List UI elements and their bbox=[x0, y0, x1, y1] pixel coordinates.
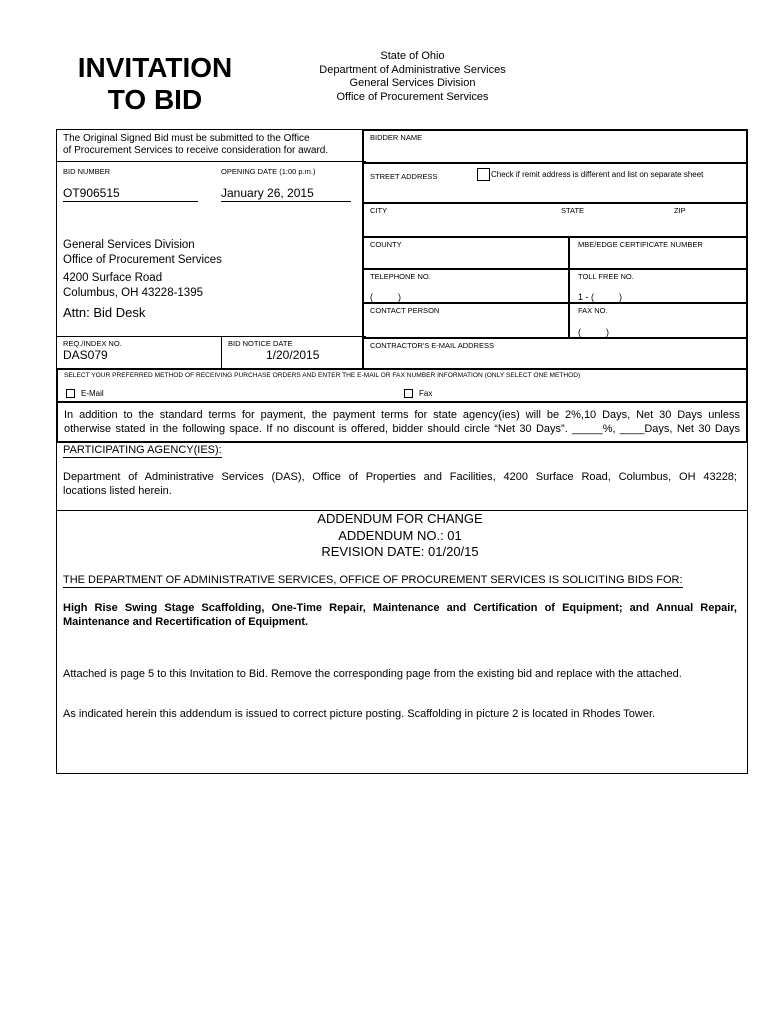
po-method-instruction: SELECT YOUR PREFERRED METHOD OF RECEIVING PURCHASE ORDERS AND ENTER THE E-MAIL OR FAX NUMBER INFORMATION (ONLY SELECT ONE METHOD) bbox=[64, 372, 581, 379]
city-state-zip-box[interactable]: CITY STATE ZIP bbox=[362, 202, 748, 238]
title-line-2: TO BID bbox=[107, 84, 203, 115]
payment-terms-box: In addition to the standard terms for payment, the payment terms for state agency(ies) will be 2%,10 Days, Net 30 Days unless otherwise stated in the following space. If no discount is offered, bidder should circle “Net 30 Days”. _____%, ____Days, Net 30 Days bbox=[56, 401, 748, 443]
org-line: State of Ohio bbox=[380, 50, 445, 62]
issuing-office bbox=[290, 50, 535, 104]
submission-notice: The Original Signed Bid must be submitted to the Office of Procurement Services to receive consideration for award. bbox=[63, 133, 329, 156]
bid-number: OT906515 bbox=[63, 186, 198, 202]
contact-person-box[interactable]: CONTACT PERSON bbox=[362, 302, 570, 339]
bid-number-label: BID NUMBER bbox=[63, 167, 111, 176]
fax-box[interactable]: FAX NO. ( ) bbox=[568, 302, 748, 339]
county-box[interactable]: COUNTY bbox=[362, 236, 570, 270]
street-address-box[interactable]: STREET ADDRESS Check if remit address is different and list on separate sheet bbox=[362, 162, 748, 204]
opening-date-label: OPENING DATE (1:00 p.m.) bbox=[221, 167, 316, 176]
checkbox-icon[interactable] bbox=[404, 389, 413, 398]
email-address-box[interactable]: CONTRACTOR'S E-MAIL ADDRESS bbox=[362, 337, 748, 370]
mbe-certificate-box[interactable]: MBE/EDGE CERTIFICATE NUMBER bbox=[568, 236, 748, 270]
email-option[interactable]: E-Mail bbox=[66, 389, 104, 398]
solicitation-heading: THE DEPARTMENT OF ADMINISTRATIVE SERVICES, OFFICE OF PROCUREMENT SERVICES IS SOLICITING BIDS FOR: bbox=[63, 574, 683, 586]
org-line: General Services Division bbox=[349, 77, 476, 89]
participating-agencies-heading: PARTICIPATING AGENCY(IES): bbox=[63, 444, 222, 456]
addendum-number: ADDENDUM NO.: 01 bbox=[338, 527, 462, 543]
bidder-name-box[interactable]: BIDDER NAME bbox=[362, 129, 748, 164]
document-title bbox=[60, 52, 250, 116]
checkbox-icon[interactable] bbox=[66, 389, 75, 398]
office-address: General Services Division Office of Procurement Services 4200 Surface Road Columbus, OH 43228-1395 bbox=[63, 239, 222, 299]
title-line-1: INVITATION bbox=[77, 52, 233, 83]
bid-notice-date-label: BID NOTICE DATE bbox=[228, 339, 293, 348]
fax-option[interactable]: Fax bbox=[404, 389, 432, 398]
attention-line: Attn: Bid Desk bbox=[63, 305, 146, 320]
po-method-box bbox=[56, 368, 748, 403]
opening-date: January 26, 2015 bbox=[221, 186, 351, 202]
telephone-box[interactable]: TELEPHONE NO. ( ) bbox=[362, 268, 570, 304]
addendum-title: ADDENDUM FOR CHANGE bbox=[317, 511, 483, 526]
participating-agencies: Department of Administrative Services (DAS), Office of Properties and Facilities, 4200 Surface Road, Columbus, OH 43228; locations listed herein. bbox=[63, 471, 737, 497]
req-index-label: REQ./INDEX NO. bbox=[63, 339, 122, 348]
remit-checkbox-label: Check if remit address is different and list on separate sheet bbox=[491, 170, 704, 179]
addendum-header bbox=[200, 511, 600, 561]
bid-notice-date: 1/20/2015 bbox=[266, 348, 320, 362]
attached-page-note: Attached is page 5 to this Invitation to Bid. Remove the corresponding page from the existing bid and replace with the attached. bbox=[63, 668, 682, 680]
revision-date: REVISION DATE: 01/20/15 bbox=[321, 544, 479, 559]
req-index-value: DAS079 bbox=[63, 348, 108, 362]
picture-correction-note: As indicated herein this addendum is issued to correct picture posting. Scaffolding in picture 2 is located in Rhodes Tower. bbox=[63, 708, 656, 720]
org-line: Department of Administrative Services bbox=[319, 63, 506, 76]
remit-checkbox[interactable] bbox=[477, 168, 490, 181]
org-line: Office of Procurement Services bbox=[336, 90, 489, 103]
bid-description: High Rise Swing Stage Scaffolding, One-Time Repair, Maintenance and Certification of Equipment; and Annual Repair, Maintenance and Recertification of Equipment. bbox=[63, 602, 737, 628]
toll-free-box[interactable]: TOLL FREE NO. 1 - ( ) bbox=[568, 268, 748, 304]
